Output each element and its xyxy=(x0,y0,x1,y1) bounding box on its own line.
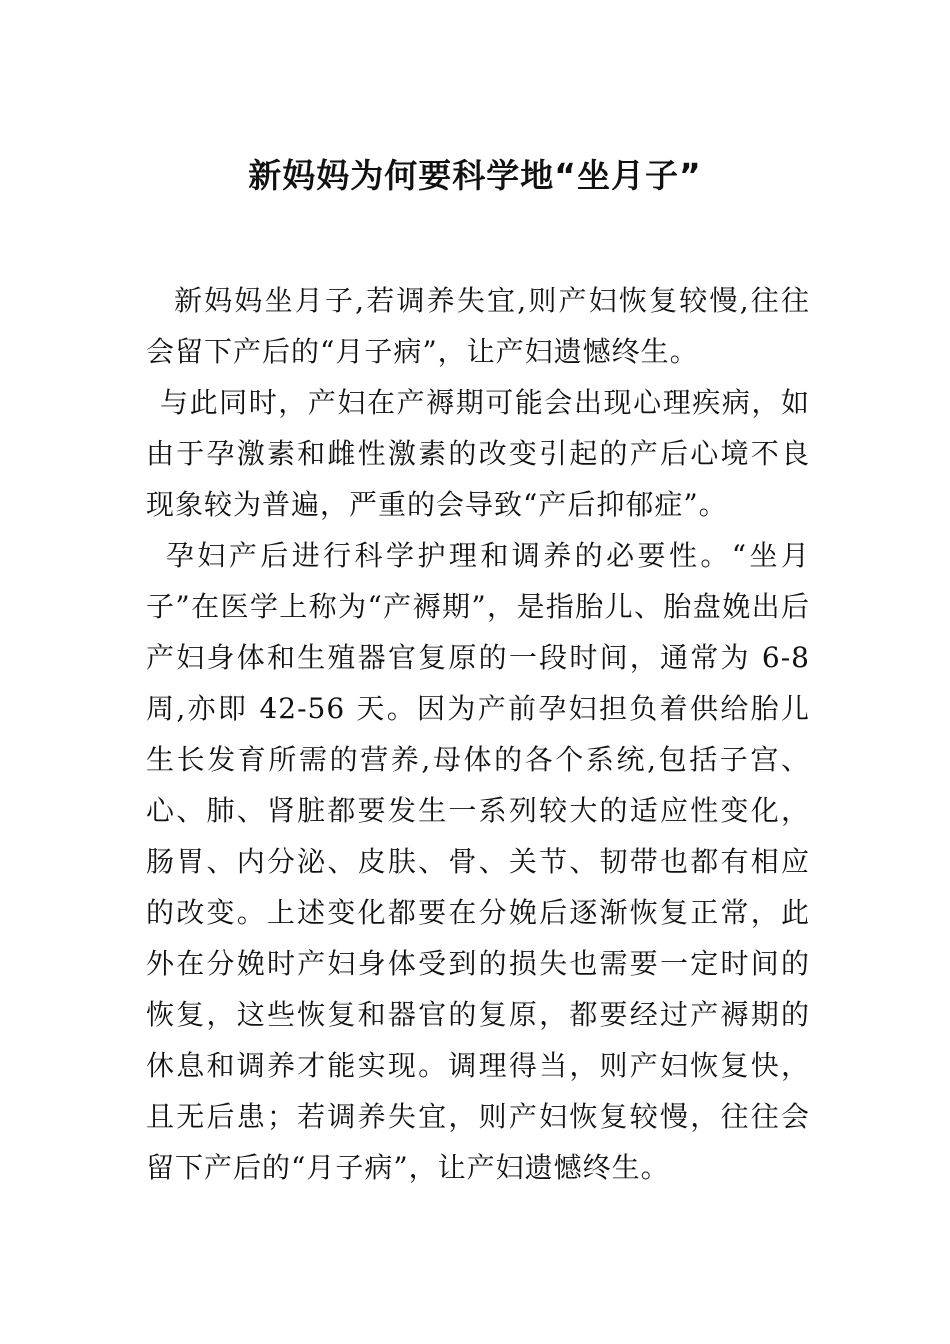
document-body xyxy=(146,275,810,1193)
paragraph-1: 新妈妈坐月子,若调养失宜,则产妇恢复较慢,往往会留下产后的“月子病”，让产妇遗憾终生。 xyxy=(146,284,810,368)
paragraph-2: 与此同时，产妇在产褥期可能会出现心理疾病，如由于孕激素和雌性激素的改变引起的产后心境不良现象较为普遍，严重的会导致“产后抑郁症”。 xyxy=(146,386,810,521)
paragraph-3: 孕妇产后进行科学护理和调养的必要性。“坐月子”在医学上称为“产褥期”，是指胎儿、胎盘娩出后产妇身体和生殖器官复原的一段时间，通常为 6-8 周,亦即 42-56 天。因为产前孕妇担负着供给胎儿生长发育所需的营养,母体的各个系统,包括子宫、心、肺、肾脏都要发生一系列较大的适应性变化，肠胃、内分泌、皮肤、骨、关节、韧带也都有相应的改变。上述变化都要在分娩后逐渐恢复正常，此外在分娩时产妇身体受到的损失也需要一定时间的恢复，这些恢复和器官的复原，都要经过产褥期的休息和调养才能实现。调理得当，则产妇恢复快，且无后患；若调养失宜，则产妇恢复较慢，往往会留下产后的“月子病”，让产妇遗憾终生。 xyxy=(146,539,810,1184)
document-title: 新妈妈为何要科学地“坐月子” xyxy=(248,156,702,195)
